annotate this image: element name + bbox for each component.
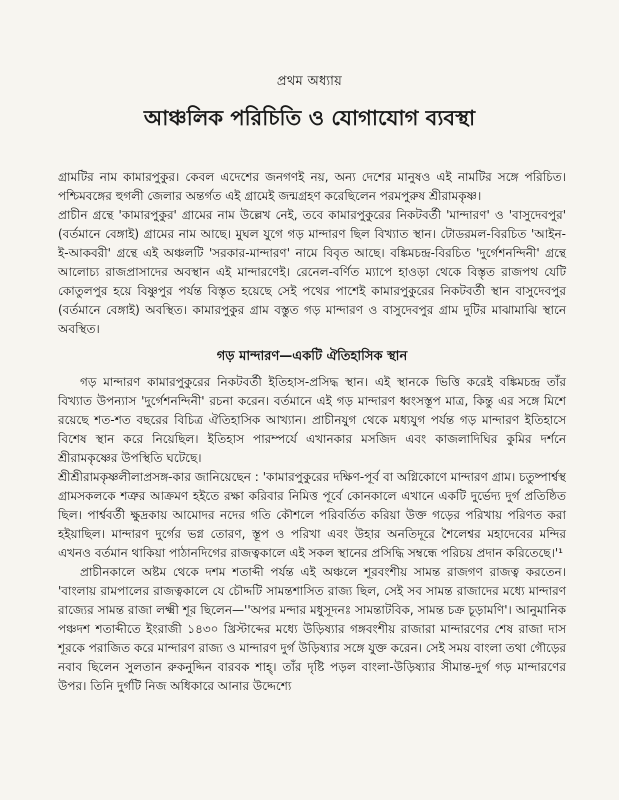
chapter-label: প্রথম অধ্যায়	[276, 74, 343, 89]
paragraph: গড় মান্দারণ কামারপুকুরের নিকটবর্তী ইতিহাস-প্রসিদ্ধ স্থান। এই স্থানকে ভিত্তি করেই বঙ্কিমচন্দ্র তাঁর বিখ্যাত উপন্যাস 'দুর্গেশনন্দিনী' রচনা করেন। বর্তমানে এই গড় মান্দারণ ধ্বংসস্তূপ মাত্র, কিন্তু এর সঙ্গে মিশে রয়েছে শত-শত বছরের বিচিত্র ঐতিহাসিক আখ্যান। প্রাচীনযুগ থেকে মধ্যযুগ পর্যন্ত গড় মান্দারণ ইতিহাসে বিশেষ স্থান করে নিয়েছিল। ইতিহাস পারম্পর্যে এখানকার মসজিদ এবং কাজলাদিঘির কুমির দর্শনে শ্রীরামকৃষ্ণের উপস্থিতি ঘটেছে।	[58, 375, 566, 465]
body-text	[58, 168, 566, 696]
section-heading: গড় মান্দারণ—একটি ঐতিহাসিক স্থান	[216, 349, 408, 364]
paragraph: প্রাচীনকালে অষ্টম থেকে দশম শতাব্দী পর্যন্ত এই অঞ্চলে শূরবংশীয় সামন্ত রাজগণ রাজত্ব করতেন। 'বাংলায় রামপালের রাজত্বকালে যে চৌদ্দটি সামন্তশাসিত রাজ্য ছিল, সেই সব সামন্ত রাজাদের মধ্যে মান্দারণ রাজ্যের সামন্ত রাজা লক্ষ্মী শূর ছিলেন—''অপর মন্দার মধুসূদনঃ সামন্তাটবিক, সামন্ত চক্র চূড়ামণি'। আনুমানিক পঞ্চদশ শতাব্দীতে ইংরাজী ১৪৩০ খ্রিস্টাব্দের মধ্যে উড়িষ্যার গঙ্গবংশীয় রাজারা মান্দারণের শেষ রাজা দাস শূরকে পরাজিত করে মান্দারণ রাজ্য ও মান্দারণ দুর্গ উড়িষ্যার সঙ্গে যুক্ত করেন। সেই সময় বাংলা তথা গৌড়ের নবাব ছিলেন সুলতান রুকনুদ্দিন বারবক শাহ্। তাঁর দৃষ্টি পড়ল বাংলা-উড়িষ্যার সীমান্ত-দুর্গ গড় মান্দারণের উপর। তিনি দুর্গটি নিজ অধিকারে আনার উদ্দেশ্যে	[58, 565, 566, 693]
paragraph: গ্রামটির নাম কামারপুকুর। কেবল এদেশের জনগণই নয়, অন্য দেশের মানুষও এই নামটির সঙ্গে পরিচিত। পশ্চিমবঙ্গের হুগলী জেলার অন্তর্গত এই গ্রামেই জন্মগ্রহণ করেছিলেন পরমপুরুষ শ্রীরামকৃষ্ণ।	[58, 170, 566, 203]
chapter-title: আঞ্চলিক পরিচিতি ও যোগাযোগ ব্যবস্থা	[143, 106, 476, 130]
paragraph: প্রাচীন গ্রন্থে 'কামারপুকুর' গ্রামের নাম উল্লেখ নেই, তবে কামারপুকুরের নিকটবর্তী 'মান্দারণ' ও 'বাসুদেবপুর' (বর্তমানে বেঙ্গাই) গ্রামের নাম আছে। মুঘল যুগে গড় মান্দারণ ছিল বিখ্যাত স্থান। টোডরমল-বিরচিত 'আইন-ই-আকবরী' গ্রন্থে এই অঞ্চলটি 'সরকার-মান্দারণ' নামে বিবৃত আছে। বঙ্কিমচন্দ্র-বিরচিত 'দুর্গেশনন্দিনী' গ্রন্থে আলোচ্য রাজপ্রাসাদের অবস্থান এই মান্দারণেই। রেনেল-বর্ণিত ম্যাপে হাওড়া থেকে বিস্তৃত রাজপথ যেটি কোতুলপুর হয়ে বিষ্ণুপুর পর্যন্ত বিস্তৃত হয়েছে সেই পথের পাশেই কামারপুকুরের নিকটবর্তী স্থান বাসুদেবপুর (বর্তমানে বেঙ্গাই) অবস্থিত। কামারপুকুর গ্রাম বস্তুত গড় মান্দারণ ও বাসুদেবপুর গ্রাম দুটির মাঝামাঝি স্থানে অবস্থিত।	[58, 208, 566, 336]
paragraph: শ্রীশ্রীরামকৃষ্ণলীলাপ্রসঙ্গ-কার জানিয়েছেন : 'কামারপুকুরের দক্ষিণ-পূর্ব বা অগ্নিকোণে মান্দারণ গ্রাম। চতুষ্পার্শ্বস্থ গ্রামসকলকে শত্রুর আক্রমণ হইতে রক্ষা করিবার নিমিত্ত পূর্বে কোনকালে এখানে একটি দুর্ভেদ্য দুর্গ প্রতিষ্ঠিত ছিল। পার্শ্ববর্তী ক্ষুদ্রকায় আমোদর নদের গতি কৌশলে পরিবর্তিত করিয়া উক্ত গড়ের পরিখায় পরিণত করা হইয়াছিল। মান্দারণ দুর্গের ভগ্ন তোরণ, স্তূপ ও পরিখা এবং উহার অনতিদূরে শৈলেশ্বর মহাদেবের মন্দির এখনও বর্তমান থাকিয়া পাঠানদিগের রাজত্বকালে এই সকল স্থানের প্রসিদ্ধি সম্বন্ধে পরিচয় প্রদান করিতেছে।'¹	[58, 470, 566, 560]
